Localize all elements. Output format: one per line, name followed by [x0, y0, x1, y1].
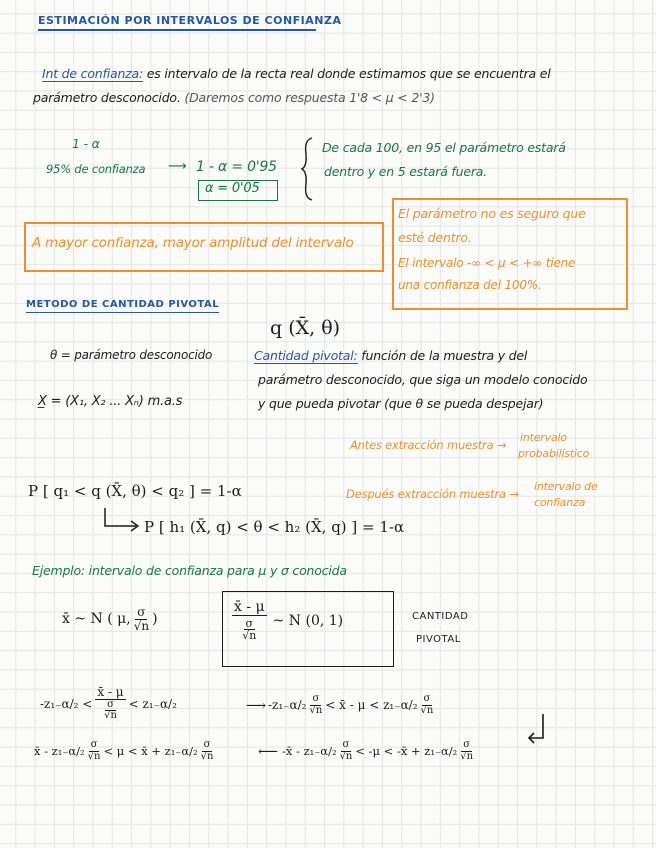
distribution-lhs: x̄ ~ N ( μ, [62, 611, 131, 628]
row1-left-lower: -z₁₋α/₂ < [40, 696, 93, 711]
cantidad-pivotal-caption-2: PIVOTAL [416, 634, 461, 645]
row1-arrow-icon: ⟶ [246, 698, 267, 714]
row2-left-sigma-b: σ [203, 739, 211, 750]
row2-left-sigma-a: σ [90, 739, 98, 750]
answer-note: (Daremos como respuesta 1'8 < μ < 2'3) [184, 90, 435, 105]
one-minus-alpha-label: 1 - α [72, 136, 100, 151]
brace-icon [300, 136, 316, 202]
antes-result-2: probabilístico [518, 447, 590, 460]
definition-line-1 [42, 66, 551, 81]
antes-result-1: intervalo [520, 431, 567, 444]
pivot-fraction [232, 600, 267, 642]
sigma-symbol: σ [137, 605, 146, 619]
row2-right-lower: -x̄ - z₁₋α/₂ [282, 744, 337, 758]
row2-right-sqrt-n-a: √n [339, 750, 353, 762]
row1-right-fraction-a [309, 694, 322, 716]
derivation-row-1-right [268, 694, 433, 716]
cantidad-pivotal-term: Cantidad pivotal: [254, 348, 358, 363]
distribution-rhs: ) [152, 611, 158, 628]
pivot-sqrt-n: √n [242, 629, 257, 643]
sample-mean-distribution [62, 606, 158, 632]
page-title: ESTIMACIÓN POR INTERVALOS DE CONFIANZA [38, 14, 316, 31]
row2-right-sigma-b: σ [463, 739, 471, 750]
method-title: METODO DE CANTIDAD PIVOTAL [26, 299, 219, 313]
green-note-line-1: De cada 100, en 95 el parámetro estará [322, 140, 566, 155]
row1-right-lower: -z₁₋α/₂ [268, 698, 307, 712]
row1-right-sigma-b: σ [423, 693, 431, 704]
row2-right-sigma-a: σ [342, 739, 350, 750]
antes-label: Antes extracción muestra → [350, 438, 507, 452]
row2-arrow-icon: ⟵ [258, 744, 279, 760]
cantidad-pivotal-caption-1: CANTIDAD [412, 611, 469, 622]
mayor-confianza-text: A mayor confianza, mayor amplitud del intervalo [32, 235, 354, 251]
theta-definition: θ = parámetro desconocido [50, 348, 213, 362]
row1-right-fraction-b [421, 694, 434, 716]
derivation-row-2-right [282, 740, 473, 762]
orange-note-line-1: El parámetro no es seguro que [398, 206, 586, 221]
row2-right-fraction-b [460, 740, 473, 762]
sigma-over-sqrt-n [134, 606, 149, 632]
green-note-line-2: dentro y en 5 estará fuera. [324, 164, 488, 179]
probability-equation-2: P [ h₁ (X̄, q) < θ < h₂ (X̄, q) ] = 1-α [144, 518, 405, 536]
row1-left-sqrt-n: √n [104, 710, 117, 722]
pivot-denominator [242, 618, 256, 642]
pivot-expression: q (X̄, θ) [270, 317, 341, 339]
pivot-numerator: x̄ - μ [234, 599, 265, 615]
cantidad-pivotal-line-2: parámetro desconocido, que siga un modelo conocido [258, 372, 588, 387]
pivot-sigma: σ [245, 616, 254, 630]
example-title: Ejemplo: intervalo de confianza para μ y σ conocida [32, 563, 347, 578]
confidence-equation: 1 - α = 0'95 [196, 159, 277, 175]
pivot-normal: ~ N (0, 1) [272, 612, 344, 629]
row2-left-middle: < μ < x̄ + z₁₋α/₂ [103, 744, 198, 758]
row1-left-upper: < z₁₋α/₂ [128, 696, 177, 711]
row1-right-middle: < x̄ - μ < z₁₋α/₂ [325, 698, 418, 712]
derivation-row-1-left [40, 686, 177, 722]
row2-right-fraction-a [340, 740, 353, 762]
row1-left-sigma: σ [107, 698, 114, 710]
row1-left-denominator [104, 700, 117, 722]
probability-equation-1: P [ q₁ < q (X̄, θ) < q₂ ] = 1-α [28, 482, 242, 500]
row2-left-sqrt-n-a: √n [87, 750, 101, 762]
row1-left-numerator: x̄ - μ [97, 685, 124, 699]
definition-text-2: parámetro desconocido. [33, 90, 181, 105]
hook-arrow-icon [102, 506, 142, 532]
cantidad-pivotal-line-1 [254, 348, 527, 363]
cantidad-pivotal-text-1: función de la muestra y del [361, 348, 528, 363]
row2-left-fraction-b [201, 740, 214, 762]
definition-line-2 [33, 90, 435, 105]
row2-left-lower: x̄ - z₁₋α/₂ [34, 744, 85, 758]
row2-right-middle: < -μ < -x̄ + z₁₋α/₂ [355, 744, 458, 758]
row2-right-sqrt-n-b: √n [460, 750, 474, 762]
derivation-row-2-left [34, 740, 213, 762]
despues-label: Después extracción muestra → [346, 487, 519, 501]
orange-note-line-4: una confianza del 100%. [398, 278, 542, 292]
arrow-icon: ⟶ [168, 159, 187, 174]
orange-note-line-3: El intervalo -∞ < μ < +∞ tiene [398, 256, 576, 270]
row2-left-sqrt-n-b: √n [200, 750, 214, 762]
row2-left-fraction-a [88, 740, 101, 762]
row1-right-sqrt-n-b: √n [420, 704, 434, 716]
sqrt-n-symbol: √n [133, 618, 150, 633]
row1-right-sigma-a: σ [312, 693, 320, 704]
alpha-value: α = 0'05 [205, 181, 260, 196]
row1-left-fraction [95, 686, 125, 722]
orange-note-line-2: esté dentro. [398, 230, 472, 245]
definition-text-1: es intervalo de la recta real donde estimamos que se encuentra el [146, 66, 551, 81]
pivot-quantity [232, 600, 343, 642]
row1-right-sqrt-n-a: √n [309, 704, 323, 716]
down-left-arrow-icon [526, 712, 548, 744]
definition-term: Int de confianza: [42, 66, 144, 81]
sample-definition: X̲ = (X₁, X₂ ... Xₙ) m.a.s [38, 394, 183, 409]
despues-result-1: intervalo de [534, 480, 598, 493]
cantidad-pivotal-line-3: y que pueda pivotar (que θ se pueda despejar) [258, 396, 544, 411]
confidence-95-label: 95% de confianza [46, 162, 146, 176]
despues-result-2: confianza [534, 496, 586, 509]
